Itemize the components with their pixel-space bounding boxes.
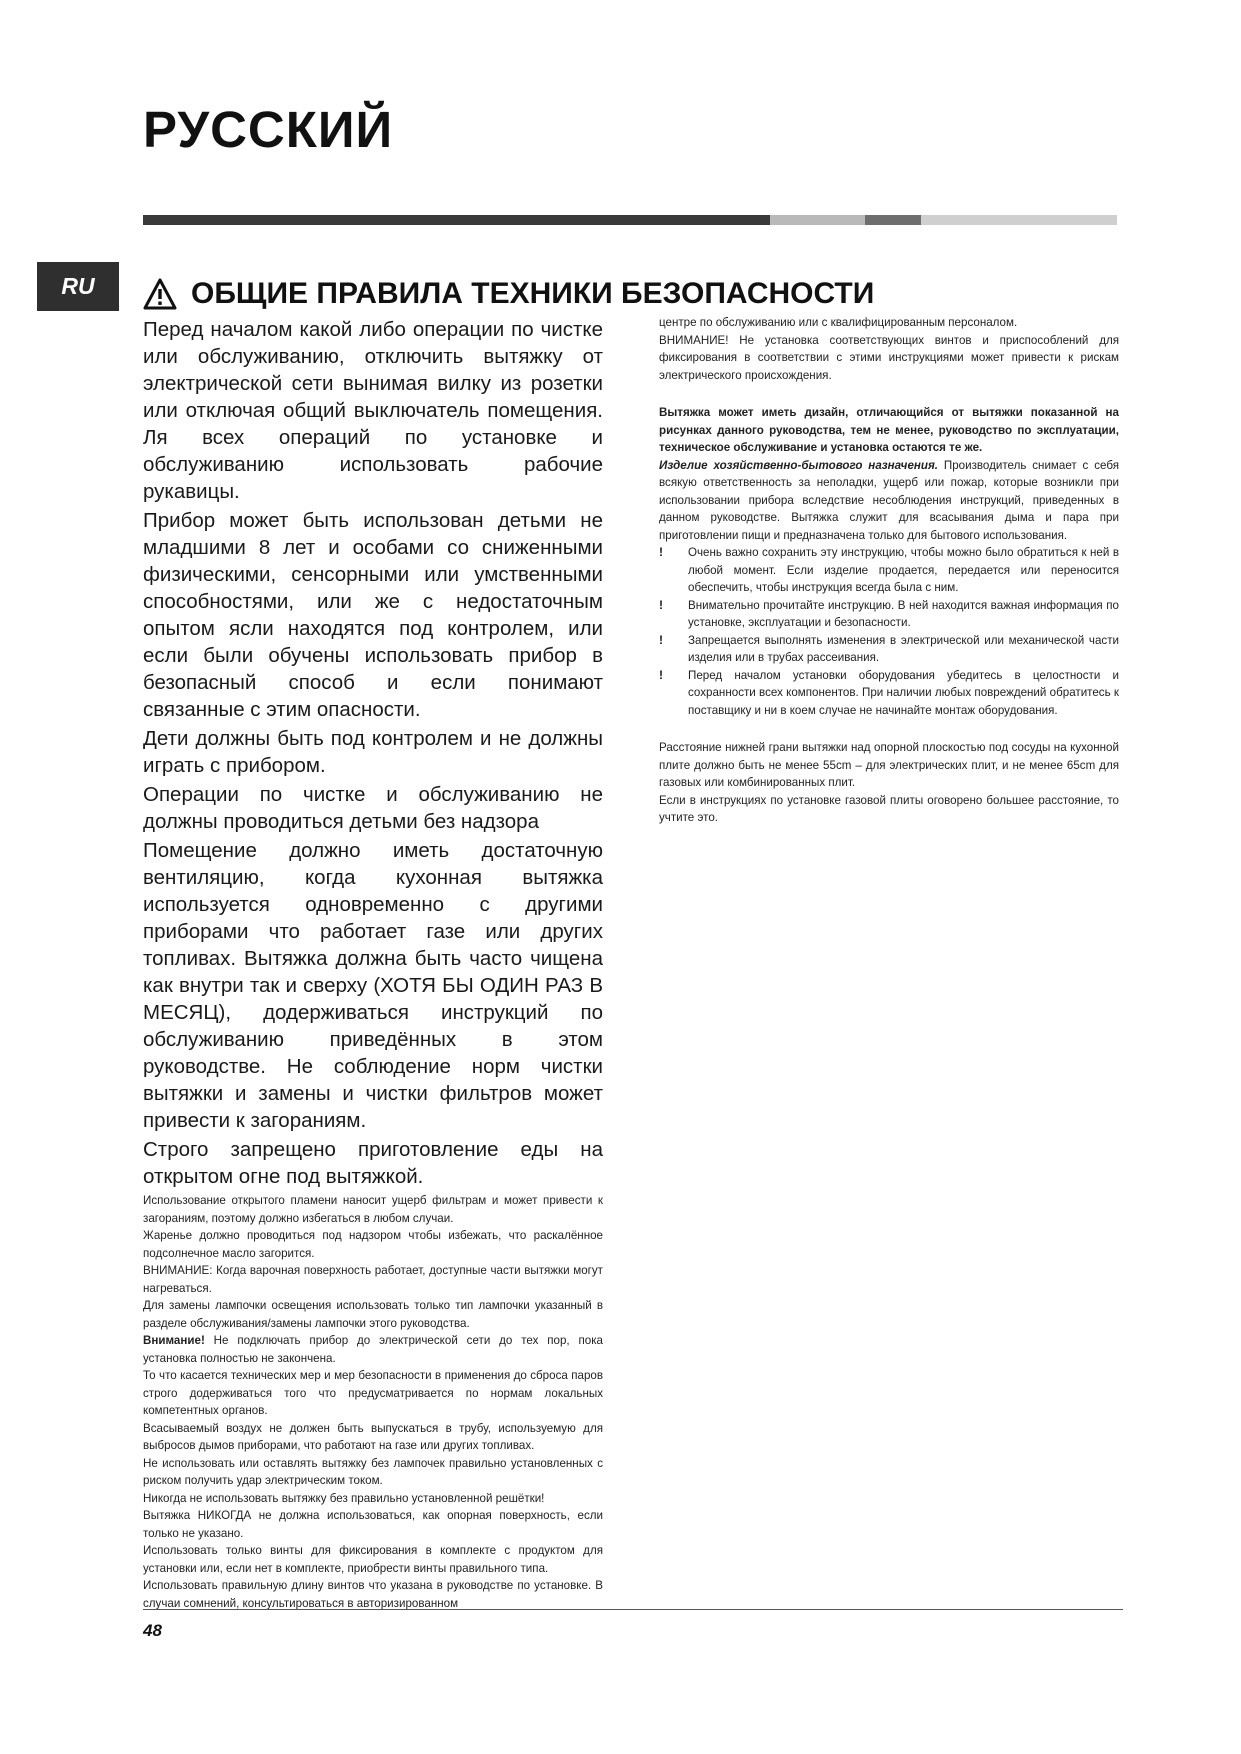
gas-note: Если в инструкциях по установке газовой плиты оговорено большее расстояние, то учтите это. [659, 793, 1119, 824]
bullet-item [659, 597, 1119, 632]
header-rule-segment [865, 215, 921, 225]
small-paragraph: Жаренье должно проводиться под надзором чтобы избежать, что раскалённое подсолнечное масло загорится. [143, 1229, 603, 1260]
large-paragraph: Дети должны быть под контролем и не должны играть с прибором. [143, 727, 603, 777]
section-heading-text: ОБЩИЕ ПРАВИЛА ТЕХНИКИ БЕЗОПАСНОСТИ [191, 277, 875, 310]
large-paragraph: Помещение должно иметь достаточную вентиляцию, когда кухонная вытяжка используется одновременно с другими приборами что работает газе или других топливах. Вытяжка должна быть часто чищена как внутри так и сверху (ХОТЯ БЫ ОДИН РАЗ В МЕСЯЦ), додерживаться инструкций по обслуживанию приведённых в этом руководстве. Не соблюдение норм чистки вытяжки и замены и чистки фильтров может привести к загораниям. [143, 839, 603, 1132]
exclamation-icon: ! [659, 545, 663, 559]
header-rule-segment [921, 215, 1117, 225]
small-paragraph: ВНИМАНИЕ: Когда варочная поверхность работает, доступные части вытяжки могут нагреваться. [143, 1264, 603, 1295]
continuation-paragraph: центре по обслуживанию или с квалифицированным персоналом. [659, 316, 1018, 329]
header-rule-segment [770, 215, 865, 225]
small-paragraph: Не использовать или оставлять вытяжку без лампочек правильно установленных с риском получить удар электрическим током. [143, 1456, 603, 1487]
small-paragraph: Для замены лампочки освещения использовать только тип лампочки указанный в разделе обслуживания/замены лампочки этого руководства. [143, 1299, 603, 1330]
bullet-item [659, 632, 1119, 667]
large-paragraph: Операции по чистке и обслуживанию не должны проводиться детьми без надзора [143, 783, 603, 833]
page-language-title: РУССКИЙ [143, 101, 394, 158]
small-paragraph: Никогда не использовать вытяжку без правильно установленной решётки! [143, 1491, 545, 1505]
exclamation-icon: ! [659, 632, 663, 647]
exclamation-icon: ! [659, 667, 663, 682]
header-rule-segment [143, 215, 770, 225]
attention-label: Внимание! [143, 1334, 205, 1347]
design-note: Вытяжка может иметь дизайн, отличающийся от вытяжки показанной на рисунках данного руководства, тем не менее, руководство по эксплуатации, техническое обслуживание и установка остаются те же. [659, 406, 1119, 454]
small-paragraph: Использование открытого пламени наносит ущерб фильтрам и может привести к загораниям, поэтому должно избегаться в любом случаи. [143, 1194, 603, 1225]
small-paragraph: Использовать только винты для фиксирования в комплекте с продуктом для установки или, если нет в комплекте, приобрести винты правильного типа. [143, 1544, 603, 1575]
bullet-text: Запрещается выполнять изменения в электрической или механической части изделия или в трубах рассеивания. [688, 633, 1119, 664]
distance-note: Расстояние нижней грани вытяжки над опорной плоскостью под сосуды на кухонной плите должно быть не менее 55cm – для электрических плит, и не менее 65cm для газовых или комбинированных плит. [659, 741, 1119, 789]
household-text: Производитель снимает с себя всякую ответственность за неполадки, ущерб или пожар, которые возникли при использовании прибора вследствие несоблюдения инструкций, приведенных в данном руководстве. Вытяжка служит для всасывания дыма и пара при приготовлении пищи и предназначена только для бытового использования. [659, 458, 1119, 542]
left-column [143, 316, 603, 1612]
warning-note: ВНИМАНИЕ! Не установка соответствующих винтов и приспособлений для фиксирования в соответствии с этими инструкциями может привести к рискам электрического происхождения. [659, 333, 1119, 382]
page-number: 48 [143, 1621, 162, 1640]
large-paragraph: Прибор может быть использован детьми не младшими 8 лет и особами со сниженными физическими, сенсорными или умственными способностями, или же с недостаточным опытом ясли находятся под контролем, или если были обучены использовать прибор в безопасный способ и если понимают связанные с этим опасности. [143, 509, 603, 721]
section-heading [143, 274, 874, 314]
bullet-item [659, 544, 1119, 597]
bullet-text: Перед началом установки оборудования убедитесь в целостности и сохранности всех компонентов. При наличии любых повреждений обратитесь к поставщику и ни в коем случае не начинайте монтаж оборудования. [688, 668, 1119, 717]
attention-paragraph [143, 1332, 603, 1367]
large-paragraph: Строго запрещено приготовление еды на открытом огне под вытяжкой. [143, 1138, 603, 1188]
warning-triangle-icon [143, 278, 177, 310]
bullet-text: Внимательно прочитайте инструкцию. В ней находится важная информация по установке, эксплуатации и безопасности. [688, 598, 1119, 629]
footer-rule [143, 1609, 1123, 1610]
bullet-text: Очень важно сохранить эту инструкцию, чтобы можно было обратиться к ней в любой момент. Если изделие продается, передается или переносится обеспечить, чтобы инструкция всегда была с ним. [688, 546, 1119, 594]
language-tab: RU [37, 262, 119, 311]
household-paragraph [659, 457, 1119, 545]
small-paragraph: Использовать правильную длину винтов что указана в руководстве по установке. В случаи сомнений, консультироваться в авторизированном [143, 1579, 603, 1610]
right-column [659, 314, 1119, 827]
small-paragraph: То что касается технических мер и мер безопасности в применения до сброса паров строго додерживаться того что предусматривается по нормам локальных компетентных органов. [143, 1369, 603, 1417]
bullet-item [659, 667, 1119, 720]
small-paragraph: Всасываемый воздух не должен быть выпускаться в трубу, используемую для выбросов дымов приборами, что работают на газе или других топливах. [143, 1421, 603, 1452]
household-label: Изделие хозяйственно-бытового назначения. [659, 458, 939, 472]
large-paragraph: Перед началом какой либо операции по чистке или обслуживанию, отключить вытяжку от электрической сети вынимая вилку из розетки или отключая общий выключатель помещения. Ля всех операций по установке и обслуживанию использовать рабочие рукавицы. [143, 318, 603, 503]
attention-text: Не подключать прибор до электрической сети до тех пор, пока установка полностью не закончена. [143, 1334, 603, 1365]
exclamation-icon: ! [659, 597, 663, 612]
small-paragraph: Вытяжка НИКОГДА не должна использоваться, как опорная поверхность, если только не указано. [143, 1509, 603, 1540]
